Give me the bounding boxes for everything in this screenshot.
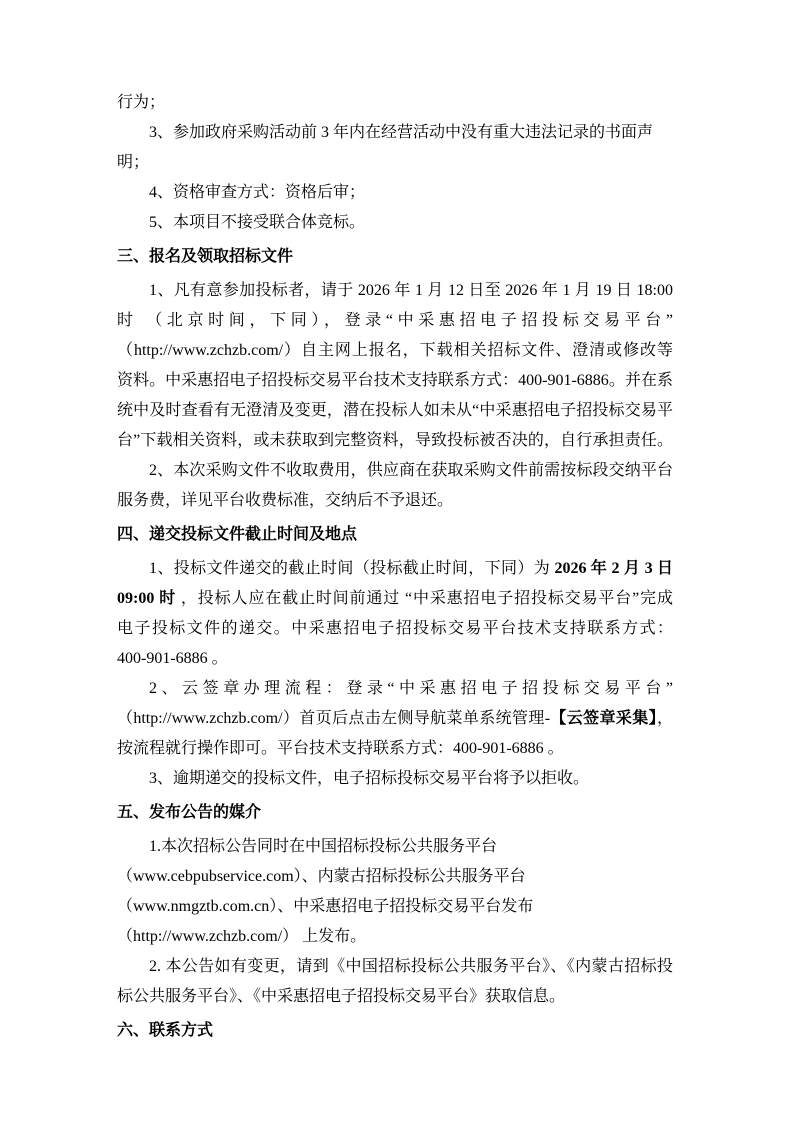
text-segment: 1.本次招标公告同时在中国招标投标公共服务平台: [149, 838, 498, 855]
text-segment: 3、参加政府采购活动前 3 年内在经营活动中没有重大违法记录的书面声明；: [117, 124, 654, 171]
text-segment: ，投标人应在截止时间前通过 “中采惠招电子招投标交易平台”完成: [176, 590, 673, 607]
text-line: [117, 178, 673, 208]
text-line: [117, 276, 673, 306]
text-segment: 4、资格审查方式：资格后审；: [149, 184, 366, 201]
text-segment: （http://www.zchzb.com/）首页后点击左侧导航菜单系统管理-: [117, 710, 551, 727]
text-segment: 2、云签章办理流程：登录“中采惠招电子招投标交易平台”: [149, 680, 673, 697]
text-segment: 资料。中采惠招电子招投标交易平台技术支持联系方式：400-901-6886。并在系: [117, 372, 673, 389]
text-line: [117, 396, 673, 426]
text-segment: 400-901-6886 。: [117, 650, 228, 667]
bold-text-segment: 四、递交投标文件截止时间及地点: [117, 526, 358, 543]
section-heading: [117, 242, 673, 272]
text-line: [117, 922, 673, 952]
section-heading: [117, 520, 673, 550]
text-line: [117, 118, 673, 178]
bold-text-segment: 【云签章采集】: [550, 710, 657, 727]
bold-text-segment: 六、联系方式: [117, 1022, 214, 1039]
text-line: [117, 614, 673, 644]
text-segment: 5、本项目不接受联合体竞标。: [149, 214, 366, 231]
text-segment: （www.cebpubservice.com）、内蒙古招标投标公共服务平台: [117, 868, 526, 885]
text-line: [117, 734, 673, 764]
text-segment: 3、逾期递交的投标文件，电子招标投标交易平台将予以拒收。: [149, 770, 590, 787]
text-line: [117, 674, 673, 704]
text-segment: 2. 本公告如有变更，请到《中国招标投标公共服务平台》、《内蒙古招标投: [149, 958, 673, 975]
text-line: [117, 892, 673, 922]
bold-text-segment: 三、报名及领取招标文件: [117, 248, 294, 265]
text-line: [117, 208, 673, 238]
text-line: [117, 764, 673, 794]
section-heading: [117, 1016, 673, 1046]
text-segment: 1、凡有意参加投标者，请于 2026 年 1 月 12 日至 2026 年 1 月 19 日 18:00: [149, 282, 673, 299]
text-segment: 2、本次采购文件不收取费用，供应商在获取采购文件前需按标段交纳平台: [149, 462, 673, 479]
text-segment: 按流程就行操作即可。平台技术支持联系方式：400-901-6886 。: [117, 740, 564, 757]
text-segment: 时 （北京时间，下同），登录“中采惠招电子招投标交易平台”: [117, 312, 673, 329]
bold-text-segment: 09:00 时: [117, 590, 177, 607]
text-line: [117, 366, 673, 396]
text-line: [117, 426, 673, 456]
text-segment: 统中及时查看有无澄清及变更，潜在投标人如未从“中采惠招电子招投标交易平: [117, 402, 673, 419]
section-heading: [117, 798, 673, 828]
text-segment: （www.nmgztb.com.cn）、中采惠招电子招投标交易平台发布: [117, 898, 534, 915]
text-line: [117, 644, 673, 674]
text-segment: 电子投标文件的递交。中采惠招电子招投标交易平台技术支持联系方式：: [117, 620, 673, 637]
text-line: [117, 306, 673, 336]
text-segment: （http://www.zchzb.com/）自主网上报名，下载相关招标文件、澄清或修改等: [117, 342, 673, 359]
text-line: [117, 952, 673, 982]
text-segment: ，: [656, 710, 673, 727]
text-segment: 标公共服务平台》、《中采惠招电子招投标交易平台》获取信息。: [117, 988, 566, 1005]
text-line: [117, 456, 673, 486]
text-line: [117, 554, 673, 584]
text-segment: （http://www.zchzb.com/） 上发布。: [117, 928, 367, 945]
text-segment: 服务费，详见平台收费标准，交纳后不予退还。: [117, 492, 454, 509]
text-line: [117, 862, 673, 892]
text-line: [117, 486, 673, 516]
text-line: [117, 832, 673, 862]
text-segment: 台”下载相关资料，或未获取到完整资料，导致投标被否决的，自行承担责任。: [117, 432, 673, 449]
bold-text-segment: 五、发布公告的媒介: [117, 804, 262, 821]
text-line: [117, 584, 673, 614]
bold-text-segment: 2026 年 2 月 3 日: [554, 560, 673, 577]
text-line: [117, 982, 673, 1012]
text-segment: 1、投标文件递交的截止时间（投标截止时间，下同）为: [149, 560, 555, 577]
text-line: [117, 704, 673, 734]
document-content: [117, 88, 673, 1046]
text-segment: 行为；: [117, 94, 166, 111]
text-line: [117, 336, 673, 366]
text-line: [117, 88, 673, 118]
